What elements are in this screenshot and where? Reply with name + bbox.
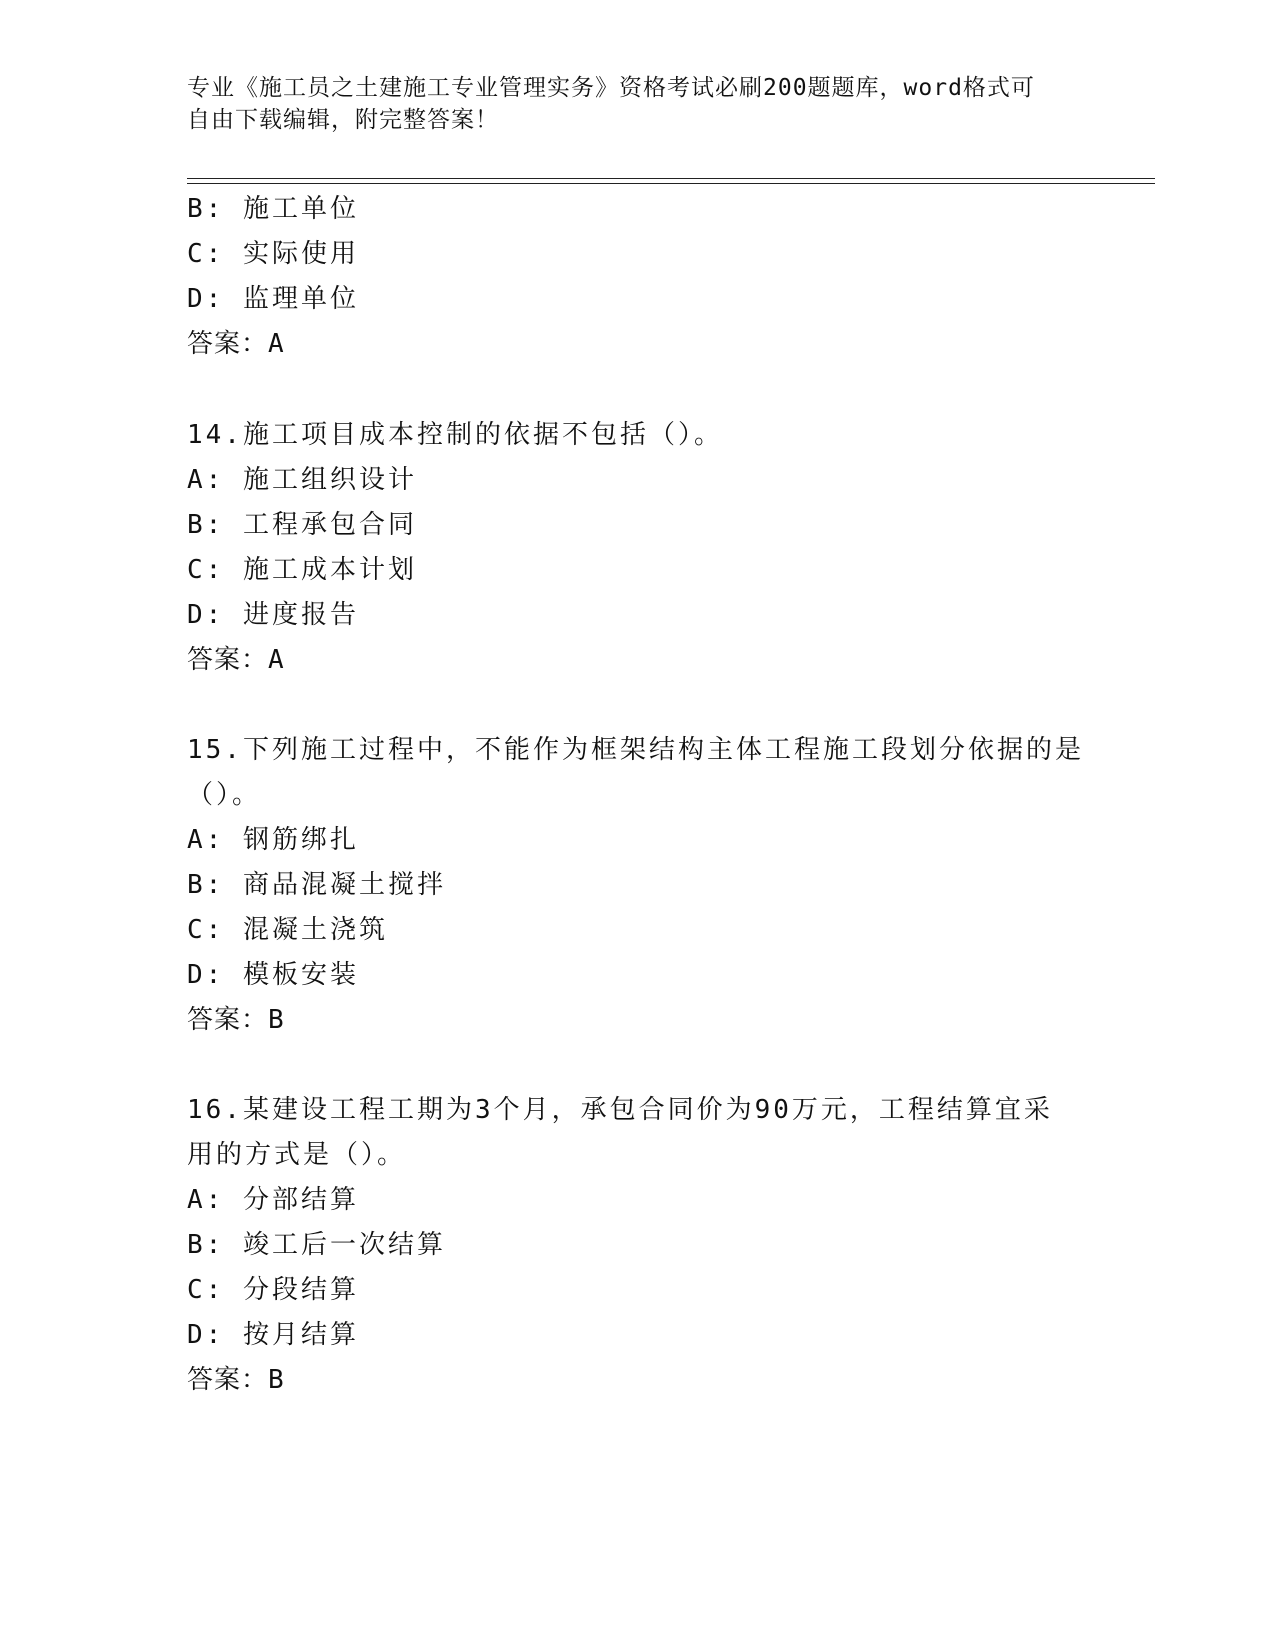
carryover-option-b: B: 施工单位 <box>187 194 359 224</box>
question-15-stem-line-2: （）。 <box>187 780 262 810</box>
carryover-option-c: C: 实际使用 <box>187 239 359 269</box>
page-header <box>187 72 1077 136</box>
question-16-option-b: B: 竣工后一次结算 <box>187 1230 446 1260</box>
question-14-stem: 14.施工项目成本控制的依据不包括（）。 <box>187 420 723 450</box>
carryover-option-d: D: 监理单位 <box>187 284 359 314</box>
question-15-option-b: B: 商品混凝土搅拌 <box>187 870 446 900</box>
question-14-answer: 答案：A <box>187 645 285 675</box>
question-15-option-a: A: 钢筋绑扎 <box>187 825 359 855</box>
question-14-option-b: B: 工程承包合同 <box>187 510 417 540</box>
question-15-option-d: D: 模板安装 <box>187 960 359 990</box>
question-16-option-d: D: 按月结算 <box>187 1320 359 1350</box>
question-16-stem-line-2: 用的方式是（）。 <box>187 1140 407 1170</box>
question-14-option-c: C: 施工成本计划 <box>187 555 417 585</box>
question-15-stem-line-1: 15.下列施工过程中，不能作为框架结构主体工程施工段划分依据的是 <box>187 735 1084 765</box>
question-16-option-a: A: 分部结算 <box>187 1185 359 1215</box>
question-14-option-a: A: 施工组织设计 <box>187 465 417 495</box>
header-rule-top <box>187 178 1155 179</box>
header-line-1: 专业《施工员之土建施工专业管理实务》资格考试必刷200题题库，word格式可 <box>187 75 1035 101</box>
question-16-stem-line-1: 16.某建设工程工期为3个月，承包合同价为90万元，工程结算宜采 <box>187 1095 1053 1125</box>
header-line-2: 自由下载编辑，附完整答案！ <box>187 107 499 133</box>
question-15-option-c: C: 混凝土浇筑 <box>187 915 388 945</box>
question-14-option-d: D: 进度报告 <box>187 600 359 630</box>
question-16-answer: 答案：B <box>187 1365 285 1395</box>
header-rule-bottom <box>187 183 1155 184</box>
carryover-answer: 答案：A <box>187 329 285 359</box>
question-16-option-c: C: 分段结算 <box>187 1275 359 1305</box>
question-15-answer: 答案：B <box>187 1005 285 1035</box>
